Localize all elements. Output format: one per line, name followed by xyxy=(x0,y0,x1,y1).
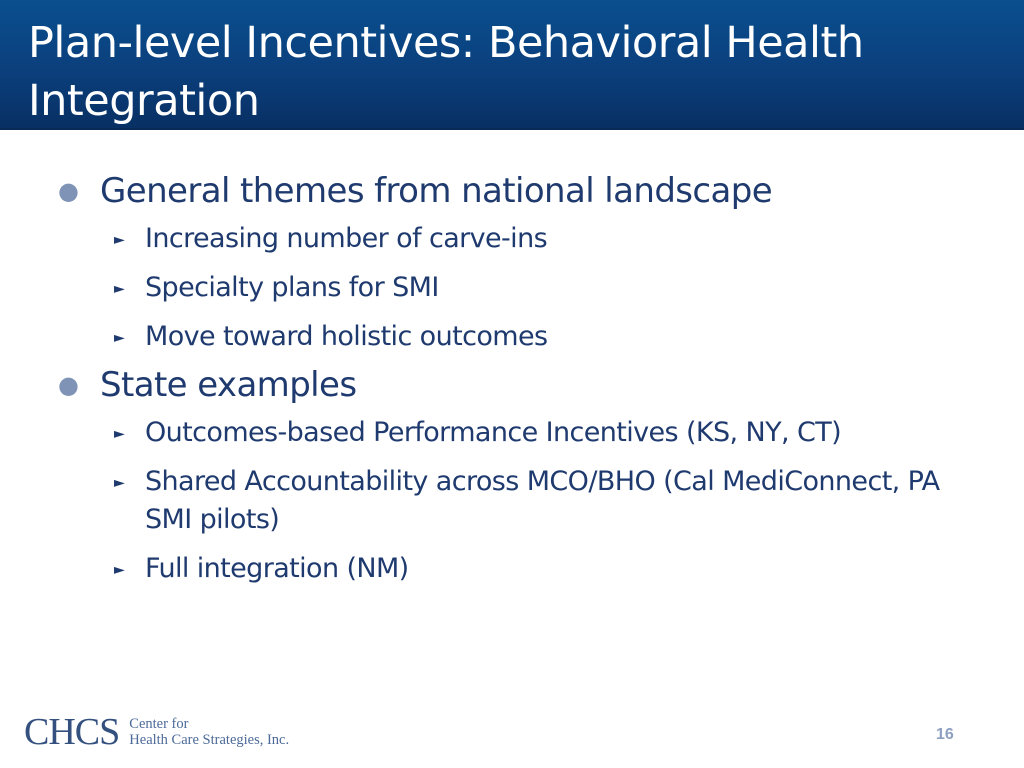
triangle-bullet-icon: ► xyxy=(114,426,125,442)
sub-bullet-text: Specialty plans for SMI xyxy=(145,272,439,303)
sub-bullet-text: Move toward holistic outcomes xyxy=(145,321,548,352)
sub-bullet-text: Full integration (NM) xyxy=(145,553,409,584)
slide-content xyxy=(0,166,1024,588)
sub-bullet xyxy=(0,318,1024,356)
bullet-text: General themes from national landscape xyxy=(100,171,773,211)
title-bar xyxy=(0,0,1024,130)
sub-bullet xyxy=(0,220,1024,258)
triangle-bullet-icon: ► xyxy=(114,475,125,491)
bullet-text: State examples xyxy=(100,365,357,405)
bullet-general-themes xyxy=(0,166,1024,216)
sub-bullet-text: Increasing number of carve-ins xyxy=(145,223,548,254)
bullet-state-examples xyxy=(0,360,1024,410)
sub-bullet-text: Outcomes-based Performance Incentives (KS, NY, CT) xyxy=(145,417,842,448)
triangle-bullet-icon: ► xyxy=(114,330,125,346)
triangle-bullet-icon: ► xyxy=(114,562,125,578)
bullet-dot-icon: ● xyxy=(58,177,79,205)
logo-mark: CHCS xyxy=(24,711,120,753)
sub-bullet xyxy=(0,414,1024,452)
bullet-dot-icon: ● xyxy=(58,371,79,399)
sub-bullet-text: Shared Accountability across MCO/BHO (Cal MediConnect, PA SMI pilots) xyxy=(145,466,940,535)
sub-bullet xyxy=(0,269,1024,307)
triangle-bullet-icon: ► xyxy=(114,281,125,297)
sub-bullet xyxy=(0,463,1024,539)
triangle-bullet-icon: ► xyxy=(114,232,125,248)
logo-line-2: Health Care Strategies, Inc. xyxy=(129,732,290,748)
logo-subtitle xyxy=(129,716,289,748)
sub-bullet xyxy=(0,550,1024,588)
slide-title: Plan-level Incentives: Behavioral Health Integration xyxy=(28,18,864,126)
logo-line-1: Center for xyxy=(129,716,189,732)
page-number: 16 xyxy=(936,726,954,743)
chcs-logo xyxy=(24,712,289,752)
